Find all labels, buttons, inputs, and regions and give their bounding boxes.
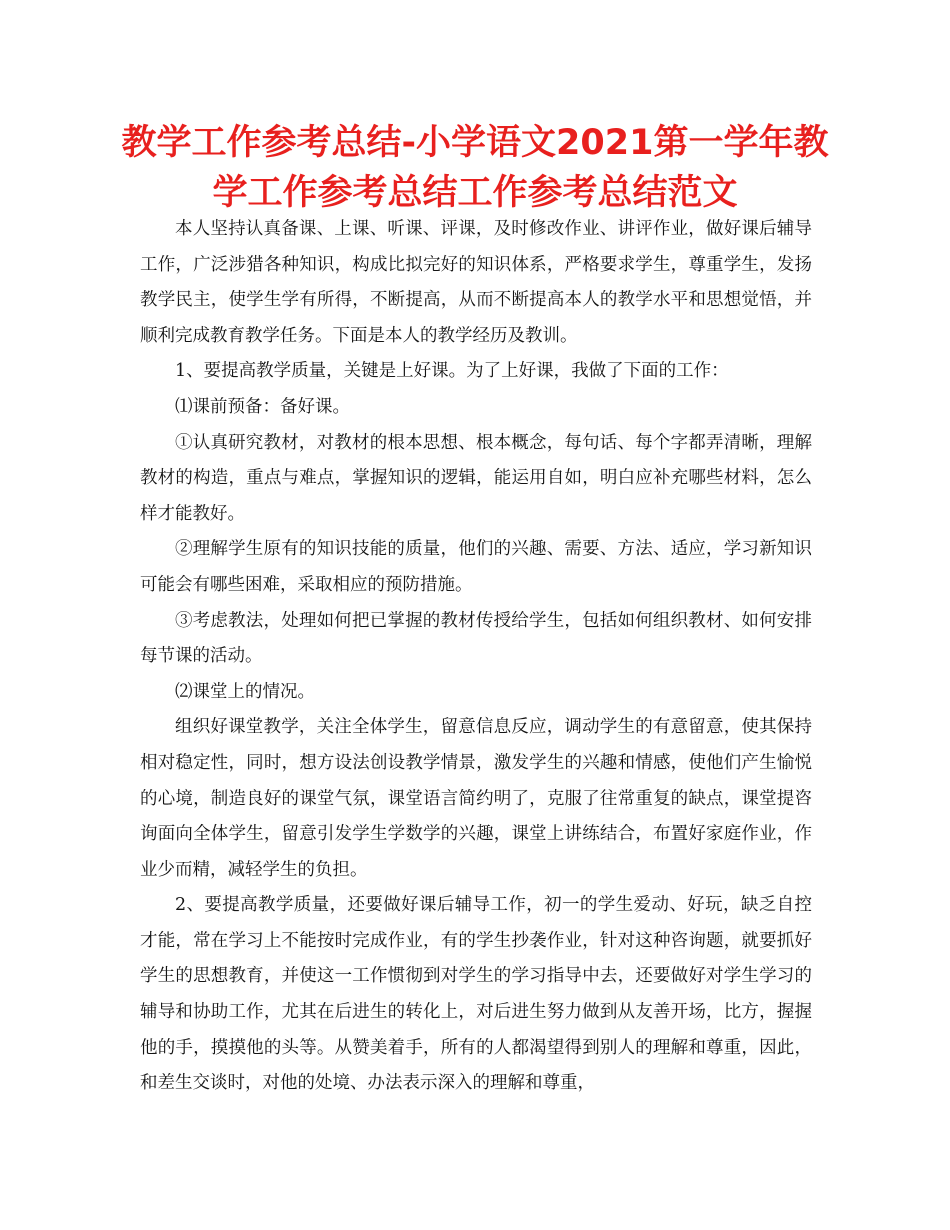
document-title: 教学工作参考总结-小学语文2021第一学年教学工作参考总结工作参考总结范文 <box>121 123 829 213</box>
paragraph-classroom: 组织好课堂教学，关注全体学生，留意信息反应，调动学生的有意留意，使其保持相对稳定性，同时，想方设法创设教学情景，激发学生的兴趣和情感，使他们产生愉悦的心境，制造良好的课堂气氛，课堂语言简约明了，克服了往常重复的缺点，课堂提咨询面向全体学生，留意引发学生学数学的兴趣，课堂上讲练结合，布置好家庭作业，作业少而精，减轻学生的负担。 <box>140 717 812 880</box>
paragraph-point-2: 2、要提高教学质量，还要做好课后辅导工作，初一的学生爱动、好玩，缺乏自控才能，常在学习上不能按时完成作业，有的学生抄袭作业，针对这种咨询题，就要抓好学生的思想教育，并使这一工作惯彻到对学生的学习指导中去，还要做好对学生学习的辅导和协助工作，尤其在后进生的转化上，对后进生努力做到从友善开场，比方，握握他的手，摸摸他的头等。从赞美着手，所有的人都渴望得到别人的理解和尊重，因此，和差生交谈时，对他的处境、办法表示深入的理解和尊重， <box>140 895 812 1094</box>
paragraph-subheading-1: ⑴课前预备：备好课。 <box>175 396 350 417</box>
paragraph-intro: 本人坚持认真备课、上课、听课、评课，及时修改作业、讲评作业，做好课后辅导工作，广泛涉猎各种知识，构成比拟完好的知识体系，严格要求学生，尊重学生，发扬教学民主，使学生学有所得，不断提高，从而不断提高本人的教学水平和思想觉悟，并顺利完成教育教学任务。下面是本人的教学经历及教训。 <box>140 219 812 346</box>
paragraph-subheading-2: ⑵课堂上的情况。 <box>175 681 315 702</box>
paragraph-item-1: ①认真研究教材，对教材的根本思想、根本概念，每句话、每个字都弄清晰，理解教材的构造，重点与难点，掌握知识的逻辑，能运用自如，明白应补充哪些材料，怎么样才能教好。 <box>140 432 812 524</box>
paragraph-item-2: ②理解学生原有的知识技能的质量，他们的兴趣、需要、方法、适应，学习新知识可能会有哪些困难，采取相应的预防措施。 <box>140 539 812 595</box>
document-body <box>140 212 812 1102</box>
paragraph-item-3: ③考虑教法，处理如何把已掌握的教材传授给学生，包括如何组织教材、如何安排每节课的活动。 <box>140 610 812 667</box>
paragraph-point-1: 1、要提高教学质量，关键是上好课。为了上好课，我做了下面的工作： <box>175 361 729 382</box>
